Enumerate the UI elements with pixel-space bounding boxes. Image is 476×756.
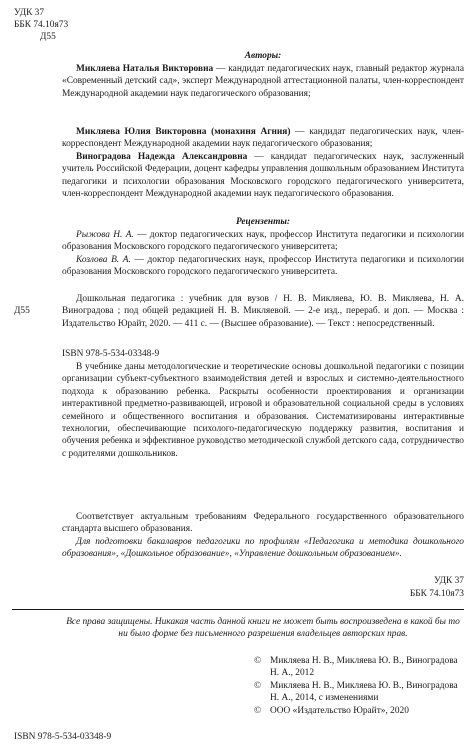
- isbn-footer: ISBN 978-5-534-03348-9: [14, 732, 112, 742]
- abstract-audience: Для подготовки бакалавров педагогики по профилям «Педагогика и методика дошкольного образования», «Дошкольное образование», «Управление дошкольным образованием».: [62, 537, 464, 560]
- abstract-paragraph: В учебнике даны методологические и теоретические основы дошкольной педагогики с позиции организации субъект-субъектного взаимодействия детей и взрослых и системно-деятельностного подхода к образованию ребенка. Раскрыты особенности проектирования и организации интерактивной предметно-развивающей, игровой и образовательной социальной среды в условиях семейного и общественного воспитания и образования. Систематизированы интерактивные технологии, обеспечивающие психолого-педагогическую поддержку развития, воспитания и обучения ребенка и эффективное руководство методической службой детского сада, сотрудничество с родителями дошкольников.: [62, 362, 464, 459]
- copyright-text: Микляева Н. В., Микляева Ю. В., Виноградова Н. А., 2012: [270, 656, 458, 679]
- author-entry: [62, 126, 464, 151]
- copyright-icon: ©: [254, 656, 262, 666]
- reviewer-entry: [62, 254, 464, 279]
- copyright-entry: [254, 655, 464, 680]
- reviewer-entry: [62, 229, 464, 254]
- author-description: — кандидат педагогических наук, член-корреспондент Международной академии наук педагогического образования;: [62, 127, 464, 150]
- reviewer-description: — доктор педагогических наук, профессор Института педагогики и психологии образования Московского городского педагогического университета.: [62, 255, 464, 278]
- author-name: Микляева Наталья Викторовна: [76, 64, 214, 74]
- copyright-entry: [254, 705, 464, 717]
- reviewer-name: Рыжова Н. А.: [76, 230, 134, 240]
- author-mark: Д55: [40, 32, 56, 42]
- reviewer-description: — доктор педагогических наук, профессор Института педагогики и психологии образования Московского городского педагогического университета;: [62, 230, 464, 253]
- rights-notice: Все права защищены. Никакая часть данной книги не может быть воспроизведена в какой бы то ни было форме без письменного разрешения владельцев авторских прав.: [66, 617, 460, 640]
- reviewers-heading: Рецензенты:: [235, 217, 291, 227]
- copyright-list: [254, 655, 464, 717]
- copyright-icon: ©: [254, 680, 262, 691]
- catalog-code: Д55: [14, 306, 30, 316]
- udk-code-footer: УДК 37: [433, 576, 464, 586]
- author-name: Виноградова Надежда Александровна: [76, 152, 248, 162]
- bbk-code: ББК 74.10я73: [14, 20, 69, 30]
- bbk-code-footer: ББК 74.10я73: [409, 589, 464, 599]
- reviewer-name: Козлова В. А.: [76, 255, 131, 265]
- isbn: ISBN 978-5-534-03348-9: [62, 349, 160, 359]
- copyright-text: ООО «Издательство Юрайт», 2020: [270, 705, 409, 716]
- author-description: — кандидат педагогических наук, заслуженный учитель Российской Федерации, доцент кафедры управления дошкольным образованием Института педагогики и психологии образования Московского городского педагогического университета, член-корреспондент Международной академии наук педагогического образования.: [62, 152, 464, 200]
- copyright-icon: ©: [254, 705, 262, 716]
- author-name: Микляева Юлия Викторовна (монахиня Агния): [76, 127, 291, 137]
- author-entry: [62, 63, 464, 100]
- catalog-record: Дошкольная педагогика : учебник для вузов / Н. В. Микляева, Ю. В. Микляева, Н. А. Виноградова ; под общей редакцией Н. В. Микляевой. — 2-е изд., перераб. и доп. — Москва : Издательство Юрайт, 2020. — 411 с. — (Высшее образование). — Текст : непосредственный.: [62, 294, 464, 329]
- abstract-paragraph: Соответствует актуальным требованиям Федерального государственного образовательного стандарта высшего образования.: [62, 512, 464, 535]
- copyright-entry: [254, 680, 464, 705]
- copyright-text: Микляева Н. В., Микляева Ю. В., Виноградова Н. А., 2014, с изменениями: [270, 680, 458, 704]
- author-description: — кандидат педагогических наук, главный редактор журнала «Современный детский сад», эксперт Международной аттестационной палаты, член-корреспондент Международной академии наук педагогического образования;: [62, 64, 464, 99]
- divider: [12, 609, 464, 610]
- authors-heading: Авторы:: [244, 51, 282, 61]
- author-entry: [62, 151, 464, 201]
- udk-code: УДК 37: [14, 8, 45, 18]
